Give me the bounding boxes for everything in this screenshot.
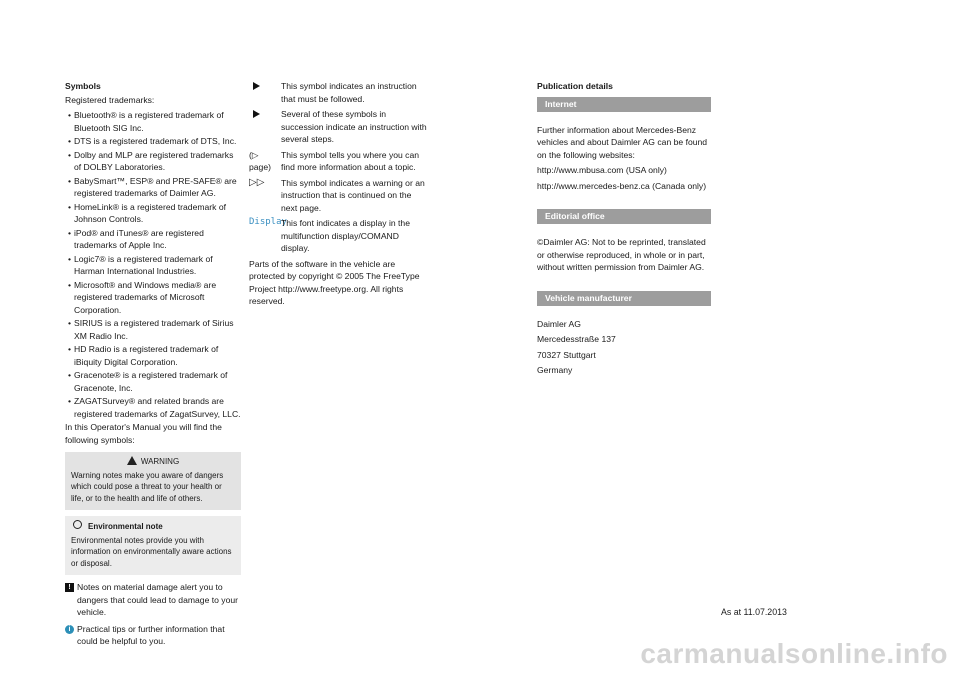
trademark-item: • HD Radio is a registered trademark of iBiquity Digital Corporation. xyxy=(65,343,241,368)
page-reference-symbol: (▷ page) xyxy=(249,149,271,172)
trademark-item: • BabySmart™, ESP® and PRE-SAFE® are registered trademarks of Daimler AG. xyxy=(65,175,241,200)
copyright-notice: Parts of the software in the vehicle are protected by copyright © 2005 The FreeType Project http://www.freetype.org. All rights reserved. xyxy=(249,258,420,306)
instruction-steps-icon xyxy=(253,110,260,118)
continued-symbol: ▷▷ xyxy=(249,176,265,188)
editorial-text: ©Daimler AG: Not to be reprinted, translated or otherwise reproduced, in whole or in part, without written permission from Daimler AG. xyxy=(537,237,706,272)
manufacturer-section-header: Vehicle manufacturer xyxy=(537,291,711,306)
trademark-item: • Logic7® is a registered trademark of Harman International Industries. xyxy=(65,253,241,278)
symbol-description: This symbol indicates a warning or an instruction that is continued on the next page. xyxy=(281,177,425,213)
damage-note-text: Notes on material damage alert you to dangers that could lead to damage to your vehicle. xyxy=(77,582,239,617)
column-publication-details xyxy=(537,80,711,380)
editorial-section-header: Editorial office xyxy=(537,209,711,224)
registered-trademarks-label: Registered trademarks: xyxy=(65,94,155,105)
info-icon: i xyxy=(65,625,74,634)
environment-bulb-icon xyxy=(73,520,82,529)
trademark-item: • iPod® and iTunes® are registered trademarks of Apple Inc. xyxy=(65,227,241,252)
symbol-row xyxy=(249,108,427,146)
trademark-item: • Microsoft® and Windows media® are registered trademarks of Microsoft Corporation. xyxy=(65,279,241,317)
warning-text: Warning notes make you aware of dangers which could pose a threat to your health or life, or to the health and life of others. xyxy=(71,470,224,503)
symbol-row xyxy=(249,80,427,105)
column-symbols xyxy=(65,80,241,652)
environmental-title: Environmental note xyxy=(88,522,163,531)
environmental-title-row xyxy=(71,520,235,533)
url-usa: http://www.mbusa.com (USA only) xyxy=(537,165,667,175)
address-line: Mercedesstraße 137 xyxy=(537,334,616,344)
environmental-note-box xyxy=(65,516,241,575)
info-note xyxy=(65,623,241,648)
trademark-list xyxy=(65,109,241,420)
trademark-item: • Bluetooth® is a registered trademark of Bluetooth SIG Inc. xyxy=(65,109,241,134)
column-symbol-legend xyxy=(249,80,427,311)
environmental-text: Environmental notes provide you with information on environmentally aware actions or disposal. xyxy=(71,535,232,568)
symbol-row xyxy=(249,177,427,215)
trademark-item: • ZAGATSurvey® and related brands are registered trademarks of ZagatSurvey, LLC. xyxy=(65,395,241,420)
symbol-row xyxy=(249,217,427,255)
trademark-item: • SIRIUS is a registered trademark of Sirius XM Radio Inc. xyxy=(65,317,241,342)
trademark-item: • Gracenote® is a registered trademark of Gracenote, Inc. xyxy=(65,369,241,394)
address-line: Daimler AG xyxy=(537,318,581,329)
info-note-text: Practical tips or further information that could be helpful to you. xyxy=(77,623,225,646)
symbol-description: This symbol tells you where you can find more information about a topic. xyxy=(281,149,420,172)
trademark-item: • HomeLink® is a registered trademark of Johnson Controls. xyxy=(65,201,241,226)
symbol-description: This symbol indicates an instruction that must be followed. xyxy=(281,81,417,104)
warning-title-row xyxy=(71,456,235,468)
internet-section-header: Internet xyxy=(537,97,711,112)
warning-box xyxy=(65,452,241,510)
warning-triangle-icon xyxy=(127,456,137,465)
trademark-item: • DTS is a registered trademark of DTS, Inc. xyxy=(65,135,241,148)
trademark-item: • Dolby and MLP are registered trademarks of DOLBY Laboratories. xyxy=(65,149,241,174)
address-line: 70327 Stuttgart xyxy=(537,349,596,360)
symbols-heading: Symbols xyxy=(65,81,101,91)
symbol-description: This font indicates a display in the multifunction display/COMAND display. xyxy=(281,218,410,253)
symbols-intro: In this Operator's Manual you will find the following symbols: xyxy=(65,422,222,445)
display-font-sample: Display xyxy=(249,217,287,227)
url-canada: http://www.mercedes-benz.ca (Canada only) xyxy=(537,180,707,191)
address-line: Germany xyxy=(537,365,573,375)
exclamation-icon: ! xyxy=(65,583,74,592)
symbol-row xyxy=(249,149,427,174)
instruction-arrow-icon xyxy=(253,82,260,90)
publication-heading: Publication details xyxy=(537,81,613,91)
warning-title: WARNING xyxy=(140,457,180,466)
date-stamp: As at 11.07.2013 xyxy=(721,607,787,617)
watermark: carmanualsonline.info xyxy=(640,638,948,669)
internet-text: Further information about Mercedes-Benz vehicles and about Daimler AG can be found on the following websites: xyxy=(537,124,708,160)
symbol-description: Several of these symbols in succession indicate an instruction with several steps. xyxy=(281,109,427,144)
damage-note xyxy=(65,581,241,619)
